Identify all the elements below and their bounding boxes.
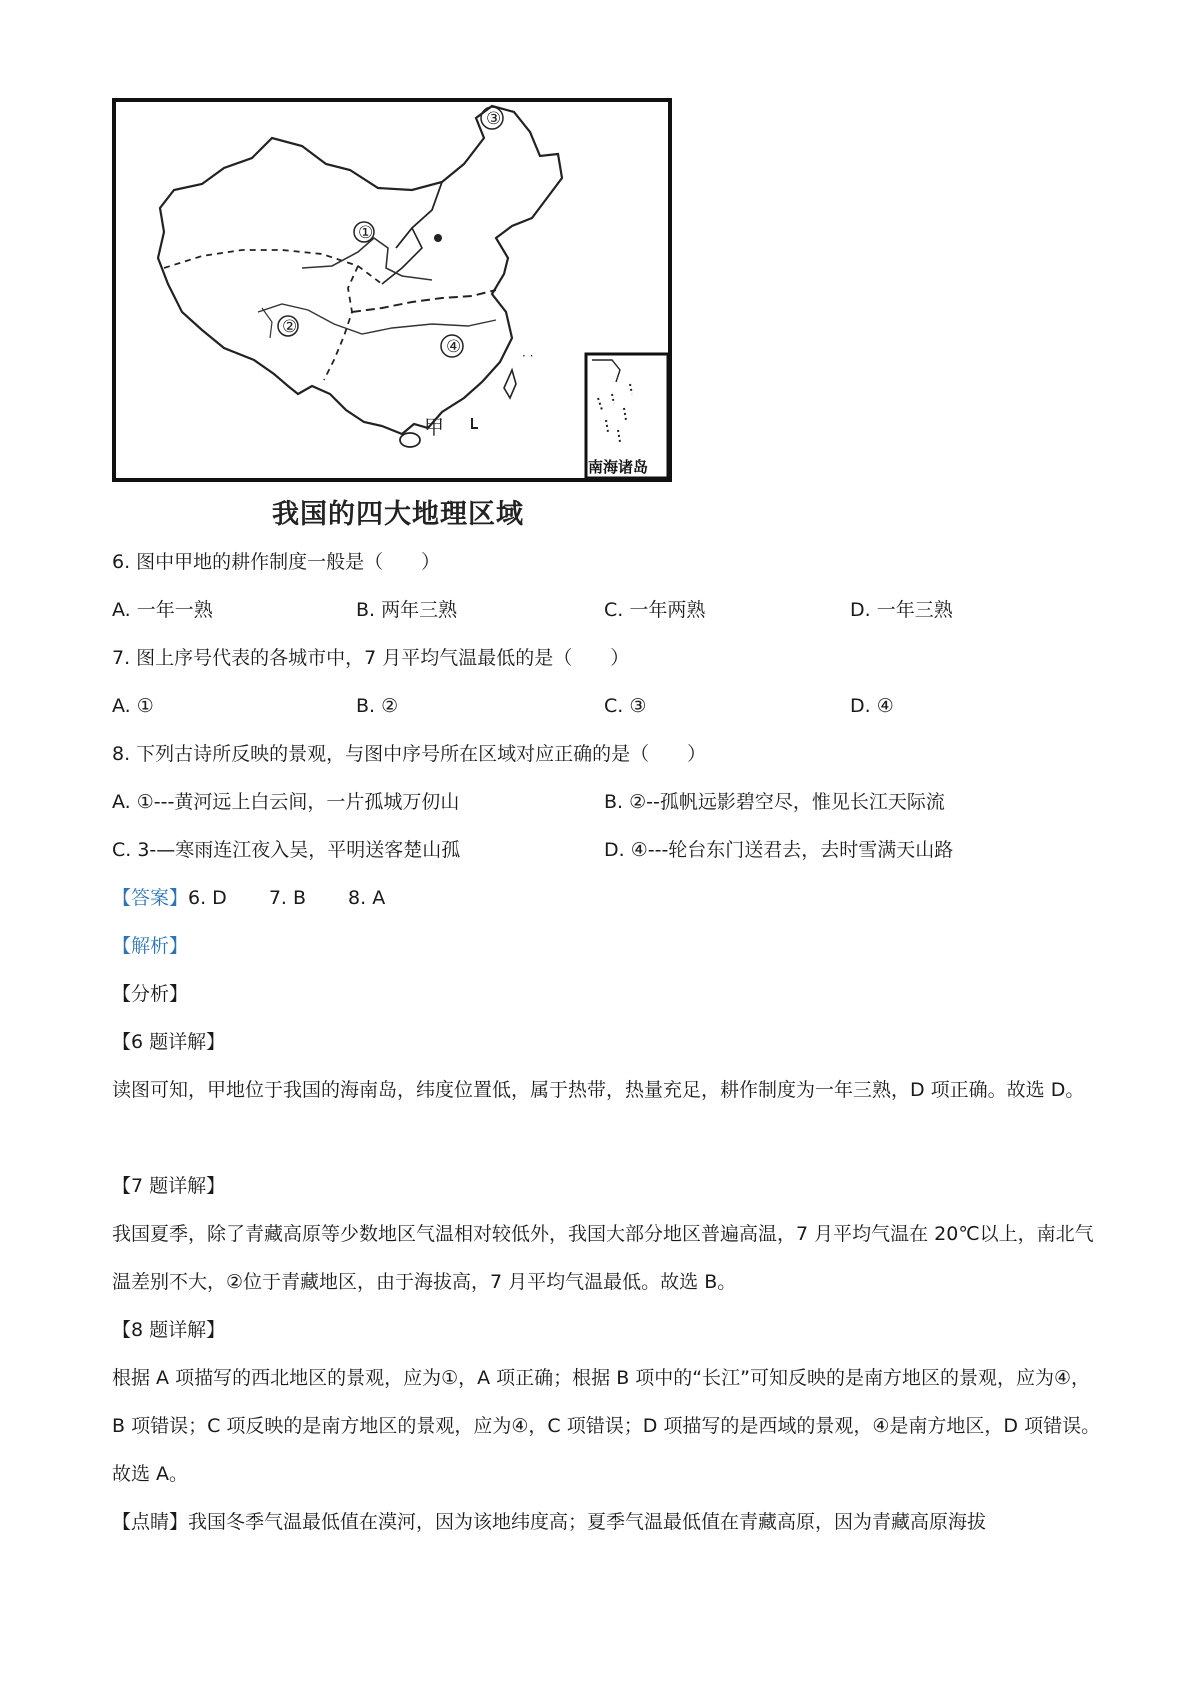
q8-option-b: B. ②--孤帆远影碧空尽，惟见长江天际流 — [604, 791, 945, 813]
q8-option-d: D. ④---轮台东门送君去，去时雪满天山路 — [604, 839, 954, 861]
q8-stem: 8. 下列古诗所反映的景观，与图中序号所在区域对应正确的是（ ） — [112, 743, 707, 765]
q7-option-c: C. ③ — [604, 695, 647, 717]
q7-option-a: A. ① — [112, 695, 154, 717]
fenxi-tag: 【分析】 — [112, 983, 189, 1005]
q6-option-a: A. 一年一熟 — [112, 599, 213, 621]
svg-text:· ·: · · — [522, 349, 534, 363]
answer-tag: 【答案】 — [112, 887, 189, 909]
label-region-1: ① — [358, 223, 374, 243]
d6-text: 读图可知，甲地位于我国的海南岛，纬度位置低，属于热带，热量充足，耕作制度为一年三熟，D 项正确。故选 D。 — [112, 1079, 1085, 1101]
answer-6: 6. D — [188, 887, 227, 909]
q8-option-c: C. 3-—寒雨连江夜入吴，平明送客楚山孤 — [112, 839, 461, 861]
label-region-4: ④ — [446, 337, 462, 357]
d6-tag: 【6 题详解】 — [112, 1031, 226, 1053]
d8-tag: 【8 题详解】 — [112, 1319, 226, 1341]
map-figure — [112, 98, 672, 530]
china-regions-map — [112, 98, 672, 482]
dianjing-tag: 【点睛】 — [112, 1511, 189, 1533]
d7-tag: 【7 题详解】 — [112, 1175, 226, 1197]
q8-option-a: A. ①---黄河远上白云间，一片孤城万仞山 — [112, 791, 460, 813]
map-caption: 我国的四大地理区域 — [272, 499, 524, 530]
q6-option-b: B. 两年三熟 — [356, 599, 458, 621]
dianjing-line — [112, 1508, 986, 1536]
analysis-tag: 【解析】 — [112, 935, 189, 957]
q6-option-d: D. 一年三熟 — [850, 599, 953, 621]
q6-option-c: C. 一年两熟 — [604, 599, 706, 621]
answer-line — [112, 884, 427, 912]
q7-option-b: B. ② — [356, 695, 399, 717]
d8-text: 根据 A 项描写的西北地区的景观，应为①，A 项正确；根据 B 项中的“长江”可知反映的是南方地区的景观，应为④，B 项错误；C 项反映的是南方地区的景观，应为④，C 项错误；D 项描写的是西域的景观，④是南方地区，D 项错误。故选 A。 — [112, 1367, 1101, 1485]
label-region-2: ② — [282, 317, 298, 337]
answer-8: 8. A — [348, 887, 386, 909]
dianjing-text: 我国冬季气温最低值在漠河，因为该地纬度高；夏季气温最低值在青藏高原，因为青藏高原海拔 — [188, 1511, 987, 1533]
q6-stem: 6. 图中甲地的耕作制度一般是（ ） — [112, 551, 441, 573]
label-jia: 甲 — [424, 415, 444, 439]
d7-text: 我国夏季，除了青藏高原等少数地区气温相对较低外，我国大部分地区普遍高温，7 月平均气温在 20℃以上，南北气温差别不大，②位于青藏地区，由于海拔高，7 月平均气温最低。故选 B。 — [112, 1223, 1094, 1293]
answer-7: 7. B — [268, 887, 307, 909]
q7-stem: 7. 图上序号代表的各城市中，7 月平均气温最低的是（ ） — [112, 647, 630, 669]
label-region-3: ③ — [486, 109, 502, 129]
q7-option-d: D. ④ — [850, 695, 894, 717]
inset-label: 南海诸岛 — [588, 458, 649, 476]
